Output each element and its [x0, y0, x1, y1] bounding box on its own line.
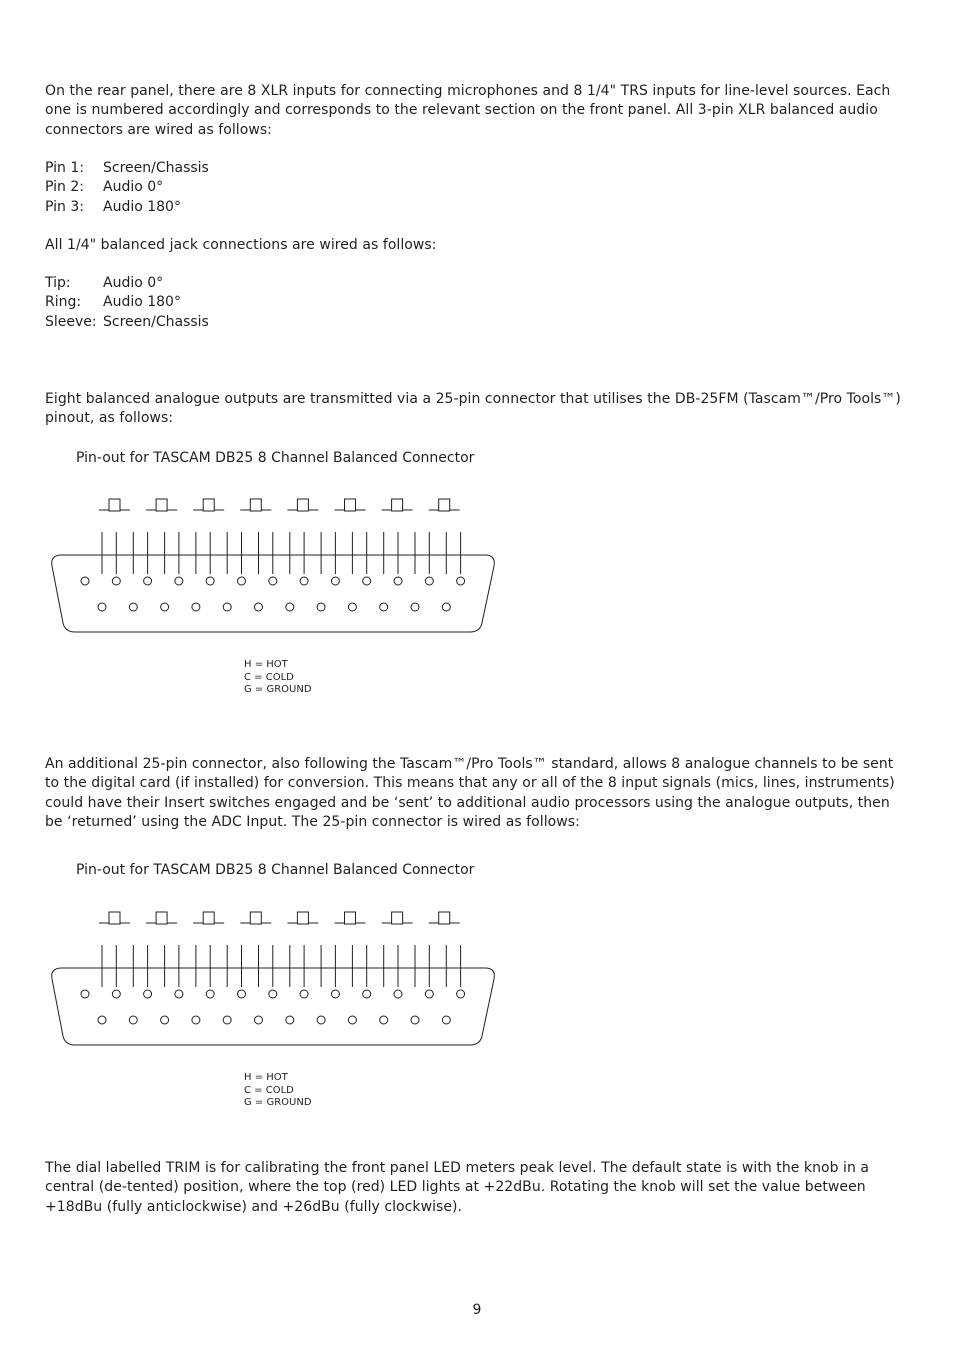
channel-marker-box [392, 912, 403, 924]
pin-bottom [348, 1016, 356, 1024]
channel-marker-box [203, 912, 214, 924]
pin-bottom [223, 603, 231, 611]
db25-connector-diagram-2 [40, 905, 510, 1055]
legend-hot: H = HOT [244, 1072, 288, 1083]
pin-top [269, 990, 277, 998]
pin-bottom [129, 1016, 137, 1024]
channel-marker-box [345, 499, 356, 511]
jack-pin-row: Ring: Audio 180° [45, 294, 181, 311]
jack-pin-list [45, 274, 209, 332]
pin-bottom [411, 1016, 419, 1024]
pin-bottom [129, 603, 137, 611]
legend-cold: C = COLD [244, 671, 294, 683]
pin-top [457, 990, 465, 998]
pin-top [81, 577, 89, 585]
channel-marker-box [392, 499, 403, 511]
outputs-paragraph: Eight balanced analogue outputs are transmitted via a 25-pin connector that utilises the DB-25FM (Tascam™/Pro Tools™) pinout, as follows: [45, 391, 901, 427]
channel-marker-box [250, 499, 261, 511]
legend-hot: H = HOT [244, 659, 288, 670]
channel-marker-box [156, 912, 167, 924]
legend-ground: G = GROUND [244, 684, 312, 696]
pin-bottom [223, 1016, 231, 1024]
pin-top [269, 577, 277, 585]
xlr-pin-list [45, 159, 209, 217]
pin-top [175, 577, 183, 585]
pin-bottom [255, 603, 263, 611]
legend-ground: G = GROUND [244, 1097, 312, 1109]
legend-cold: C = COLD [244, 1084, 294, 1096]
pin-bottom [192, 1016, 200, 1024]
pin-top [238, 577, 246, 585]
pin-bottom [317, 603, 325, 611]
pin-top [300, 990, 308, 998]
pin-bottom [317, 1016, 325, 1024]
channel-marker-box [109, 499, 120, 511]
pin-top [363, 577, 371, 585]
db25-connector-diagram-1 [40, 492, 510, 642]
pin-bottom [411, 603, 419, 611]
xlr-pin-row: Pin 1: Screen/Chassis [45, 160, 209, 176]
channel-marker-box [345, 912, 356, 924]
intro-paragraph: On the rear panel, there are 8 XLR inputs for connecting microphones and 8 1/4" TRS inputs for line-level sources. Each one is numbered accordingly and corresponds to the relevant section on the front panel. All 3-pin XLR balanced audio connectors are wired as follows: [45, 83, 891, 138]
pin-top [144, 990, 152, 998]
pin-top [144, 577, 152, 585]
pin-top [112, 577, 120, 585]
channel-marker-box [109, 912, 120, 924]
pin-bottom [442, 1016, 450, 1024]
pin-top [206, 577, 214, 585]
pin-top [457, 577, 465, 585]
channel-marker-box [250, 912, 261, 924]
pin-bottom [98, 603, 106, 611]
pin-top [425, 577, 433, 585]
pin-top [363, 990, 371, 998]
pin-bottom [192, 603, 200, 611]
pin-top [238, 990, 246, 998]
pin-bottom [348, 603, 356, 611]
pin-bottom [286, 603, 294, 611]
pin-bottom [442, 603, 450, 611]
pin-top [394, 577, 402, 585]
pin-bottom [380, 1016, 388, 1024]
pin-top [300, 577, 308, 585]
pin-top [331, 990, 339, 998]
pin-top [81, 990, 89, 998]
pin-top [112, 990, 120, 998]
pin-bottom [98, 1016, 106, 1024]
xlr-pin-row: Pin 3: Audio 180° [45, 198, 181, 215]
jack-intro-paragraph: All 1/4" balanced jack connections are wired as follows: [45, 237, 437, 253]
channel-marker-box [297, 499, 308, 511]
jack-pin-row: Sleeve: Screen/Chassis [45, 313, 209, 330]
diagram-2-legend [244, 1072, 312, 1110]
pin-top [394, 990, 402, 998]
pin-bottom [161, 603, 169, 611]
channel-marker-box [439, 912, 450, 924]
trim-paragraph: The dial labelled TRIM is for calibrating the front panel LED meters peak level. The default state is with the knob in a central (de-tented) position, where the top (red) LED lights at +22dBu. Rotating the knob will set the value between +18dBu (fully anticlockwise) and +26dBu (fully clockwise). [45, 1160, 870, 1215]
pin-top [175, 990, 183, 998]
pin-top [425, 990, 433, 998]
pin-bottom [286, 1016, 294, 1024]
diagram-1-title: Pin-out for TASCAM DB25 8 Channel Balanced Connector [76, 450, 475, 466]
channel-marker-box [156, 499, 167, 511]
channel-marker-box [203, 499, 214, 511]
xlr-pin-row: Pin 2: Audio 0° [45, 179, 164, 196]
pin-bottom [255, 1016, 263, 1024]
page-number: 9 [472, 1302, 482, 1318]
diagram-1-legend [244, 659, 312, 697]
channel-marker-box [297, 912, 308, 924]
channel-marker-box [439, 499, 450, 511]
pin-bottom [161, 1016, 169, 1024]
pin-bottom [380, 603, 388, 611]
jack-pin-row: Tip: Audio 0° [45, 275, 164, 291]
diagram-2-title: Pin-out for TASCAM DB25 8 Channel Balanced Connector [76, 862, 475, 878]
pin-top [206, 990, 214, 998]
adc-paragraph: An additional 25-pin connector, also following the Tascam™/Pro Tools™ standard, allows 8 analogue channels to be sent to the digital card (if installed) for conversion. This means that any or all of the 8 input signals (mics, lines, instruments) could have their Insert switches engaged and be ‘sent’ to additional audio processors using the analogue outputs, then be ‘returned’ using the ADC Input. The 25-pin connector is wired as follows: [45, 756, 895, 830]
pin-top [331, 577, 339, 585]
